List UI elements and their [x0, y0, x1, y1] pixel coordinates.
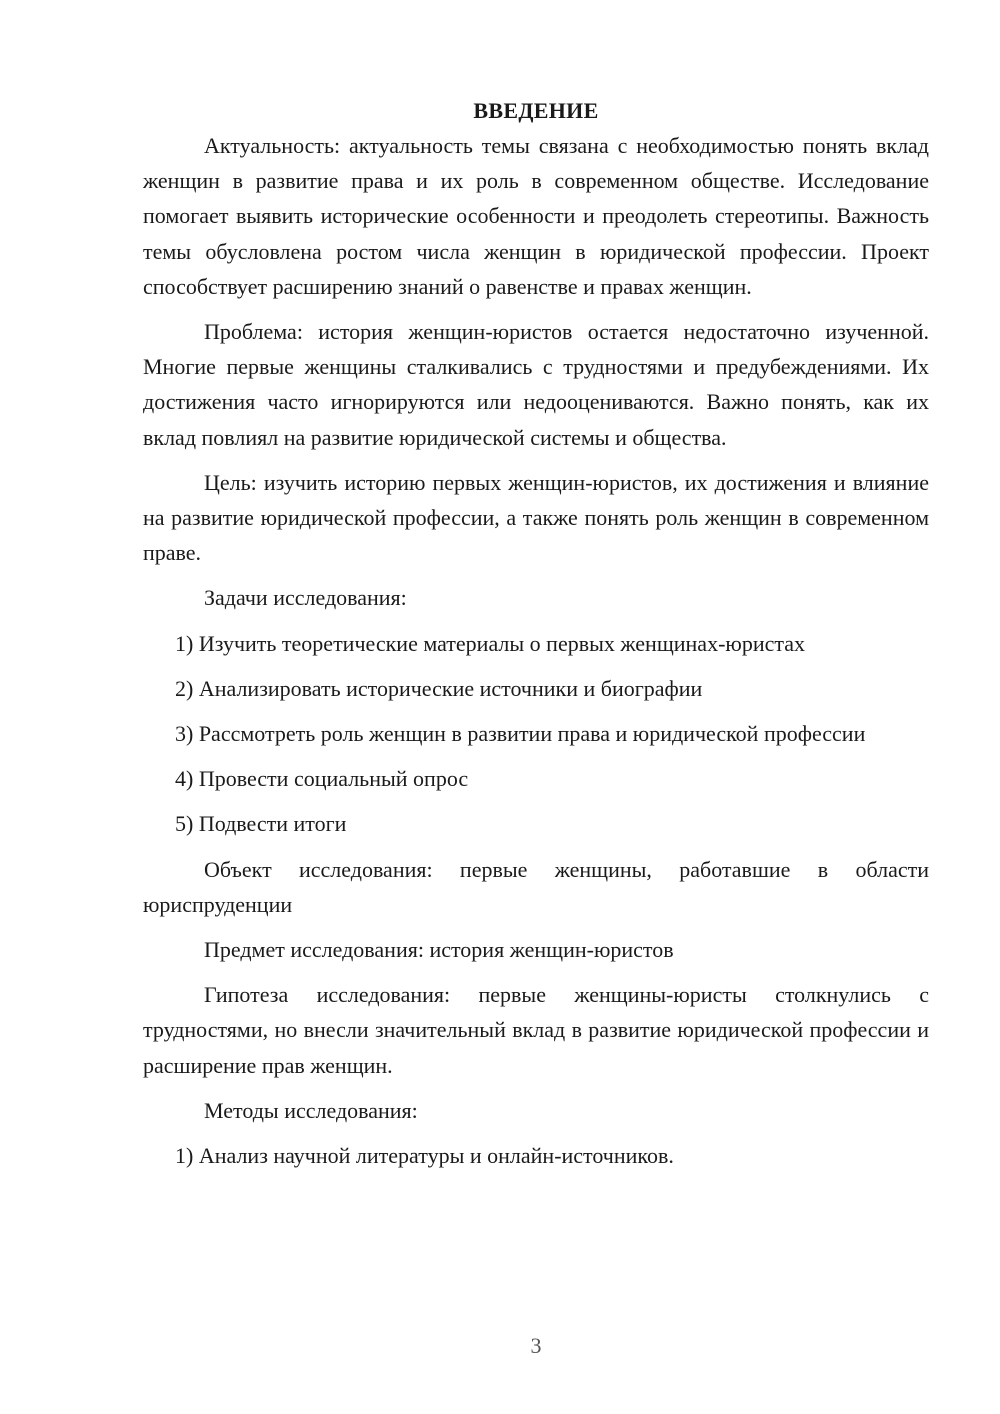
subject-paragraph: Предмет исследования: история женщин-юристов: [204, 937, 674, 963]
methods-heading: Методы исследования:: [204, 1097, 418, 1123]
task-item: 1) Изучить теоретические материалы о первых женщинах-юристах: [175, 630, 806, 656]
task-item: 5) Подвести итоги: [175, 811, 347, 837]
task-item: 3) Рассмотреть роль женщин в развитии права и юридической профессии: [175, 721, 866, 747]
page-number: 3: [530, 1333, 542, 1358]
document-page: [143, 96, 929, 1173]
problem-paragraph: Проблема: история женщин-юристов остается недостаточно изученной. Многие первые женщины сталкивались с трудностями и предубеждениями. Их достижения часто игнорируются или недооцениваются. Важно понять, как их вклад повлиял на развитие юридической системы и общества.: [143, 319, 929, 450]
relevance-paragraph: Актуальность: актуальность темы связана с необходимостью понять вклад женщин в развитие права и их роль в современном обществе. Исследование помогает выявить исторические особенности и преодолеть стереотипы. Важность темы обусловлена ростом числа женщин в юридической профессии. Проект способствует расширению знаний о равенстве и правах женщин.: [143, 133, 929, 299]
hypothesis-paragraph: Гипотеза исследования: первые женщины-юристы столкнулись с трудностями, но внесли значительный вклад в развитие юридической профессии и расширение прав женщин.: [143, 982, 929, 1078]
method-item: 1) Анализ научной литературы и онлайн-источников.: [175, 1143, 674, 1169]
page-title: ВВЕДЕНИЕ: [473, 98, 599, 123]
task-item: 2) Анализировать исторические источники и биографии: [175, 675, 703, 701]
task-item: 4) Провести социальный опрос: [175, 766, 469, 792]
goal-paragraph: Цель: изучить историю первых женщин-юристов, их достижения и влияние на развитие юридической профессии, а также понять роль женщин в современном праве.: [143, 469, 929, 566]
object-paragraph: Объект исследования: первые женщины, работавшие в области юриспруденции: [143, 856, 929, 917]
tasks-heading: Задачи исследования:: [204, 585, 407, 611]
